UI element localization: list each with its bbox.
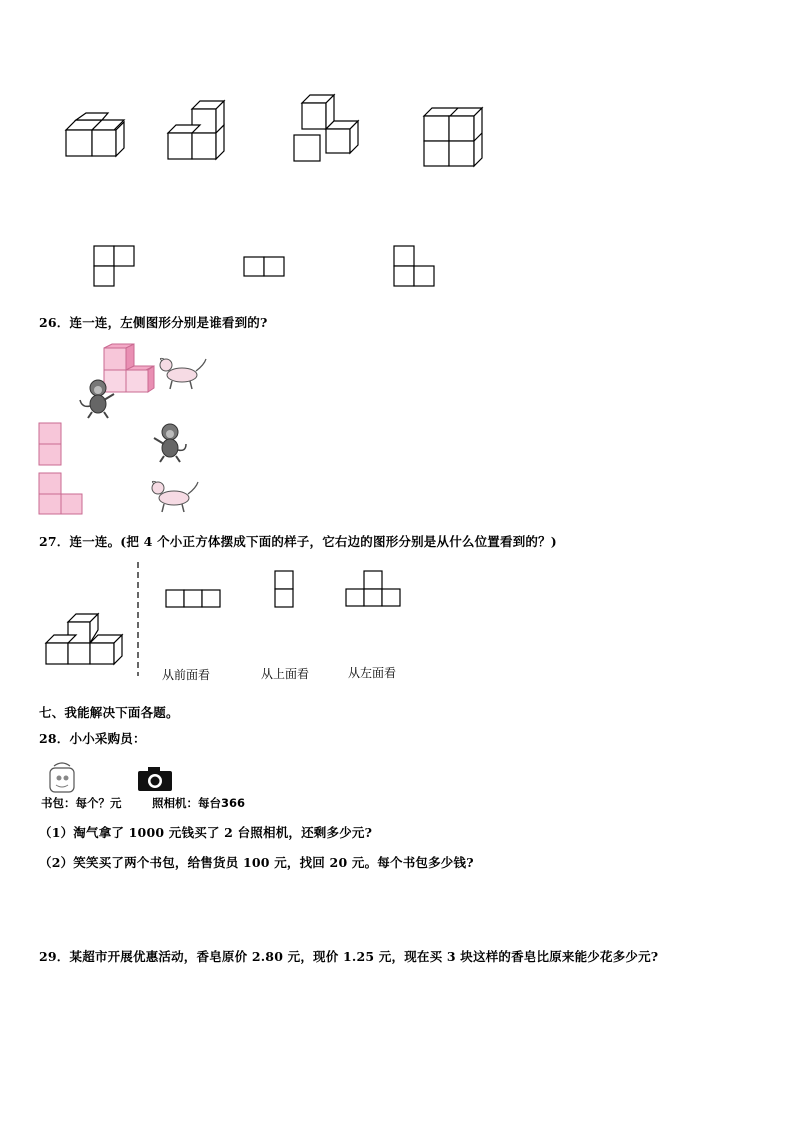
view-top-shape: [275, 571, 293, 607]
monkey-icon: [154, 424, 186, 462]
caption-left: 从左面看: [348, 666, 397, 680]
caption-front: 从前面看: [162, 668, 211, 682]
cube-figure-4-shape: [424, 108, 482, 166]
view-left-shape: [346, 571, 400, 606]
flat-view-2: [244, 257, 284, 276]
flat-view-3: [394, 246, 434, 286]
cube-figure-1-shape: [66, 113, 124, 156]
dog-icon: [152, 481, 198, 512]
cube-figure-2-shape: [168, 101, 224, 159]
q27-prompt: 27．连一连。(把 4 个小正方体摆成下面的样子，它右边的图形分别是从什么位置看到的？): [39, 534, 557, 549]
dog-icon: [160, 358, 206, 389]
schoolbag-icon: [50, 763, 74, 792]
view-front-shape: [166, 590, 220, 607]
cube-figure-3-shape: [294, 95, 358, 161]
q28-sub1: （1）淘气拿了 1000 元钱买了 2 台照相机，还剩多少元?: [39, 825, 373, 840]
four-cube-model: [46, 614, 122, 664]
q29-prompt: 29．某超市开展优惠活动，香皂原价 2.80 元，现价 1.25 元，现在买 3 块这样的香皂比原来能少花多少元?: [39, 949, 659, 964]
section-title: 七、我能解决下面各题。: [39, 705, 179, 720]
q26-prompt: 26．连一连，左侧图形分别是谁看到的?: [39, 315, 268, 330]
camera-price-label: 照相机：每台366: [152, 796, 246, 810]
q28-sub2: （2）笑笑买了两个书包，给售货员 100 元，找回 20 元。每个书包多少钱?: [39, 855, 474, 870]
pink-view-column: [39, 423, 61, 465]
pink-view-l-shape: [39, 473, 82, 514]
pink-cube-model: [104, 344, 154, 392]
flat-view-1: [94, 246, 134, 286]
camera-icon: [138, 767, 172, 791]
bag-price-label: 书包：每个？元: [41, 796, 122, 810]
caption-top: 从上面看: [261, 667, 310, 681]
q28-prompt: 28．小小采购员：: [39, 731, 146, 746]
